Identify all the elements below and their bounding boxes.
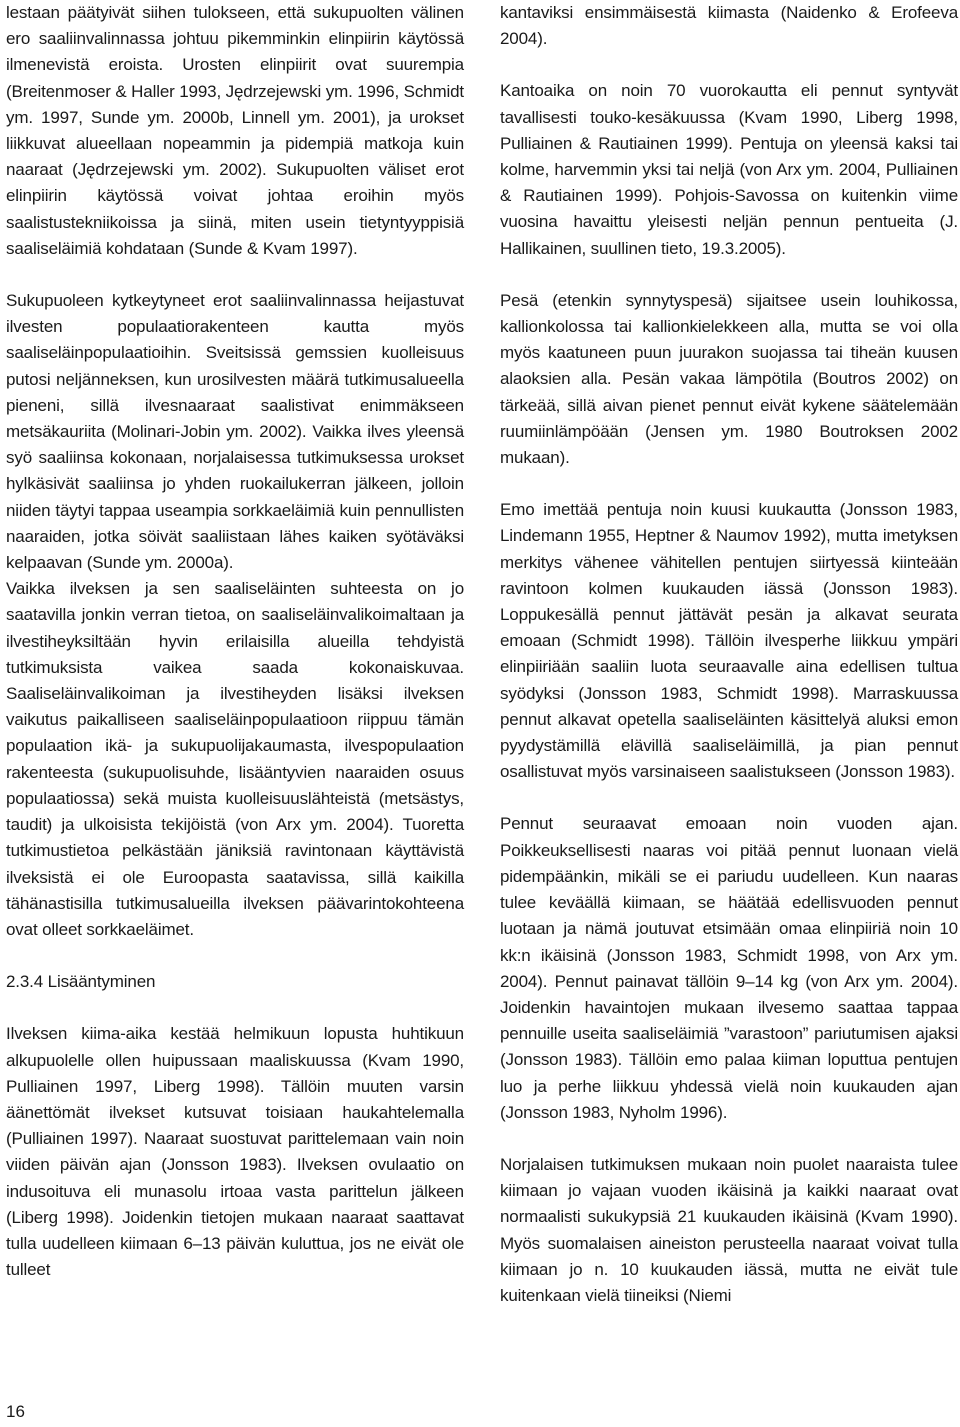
paragraph: Pesä (etenkin synnytyspesä) sijaitsee usein louhikossa, kallionkolossa tai kallionkielekkeen alla, mutta se voi olla myös kaatuneen puun juurakon suojassa tai tiheän kuusen alaoksien alla. Pesän vakaa lämpötila (Boutros 2002) on tärkeää, sillä aivan pienet pennut eivät kykene säätelemään ruumiinlämpöään (Jensen ym. 1980 Boutroksen 2002 mukaan).: [500, 290, 958, 468]
paragraph: Pennut seuraavat emoaan noin vuoden ajan. Poikkeuksellisesti naaras voi pitää pennut luonaan vielä pidempäänkin, mikäli se ei pariudu uudelleen. Kun naaras tulee keväällä kiimaan, se häätää edellisvuoden pennut luotaan ja nämä joutuvat etsimään omaa elinpiiriä noin 10 kk:n ikäisinä (Jonsson 1983, Schmidt 1998, von Arx ym. 2004). Pennut painavat tällöin 9–14 kg (von Arx ym. 2004). Joidenkin havaintojen mukaan ilvesemo saattaa tappaa pennuille useita saaliseläimiä ”varastoon” pariutumisen ajaksi (Jonsson 1983). Tällöin emo palaa kiiman loputtua pentujen luo ja perhe liikkuu yhdessä vielä noin kuukauden ajan (Jonsson 1983, Nyholm 1996).: [500, 814, 958, 1122]
left-column: [6, 0, 464, 1283]
paragraph: Ilveksen kiima-aika kestää helmikuun lopusta huhtikuun alkupuolelle ollen huipussaan maaliskuussa (Kvam 1990, Pulliainen 1997, Liberg 1998). Tällöin muuten varsin äänettömät ilvekset kutsuvat toisiaan haukahtelemalla (Pulliainen 1997). Naaraat suostuvat parittelemaan vain noin viiden päivän ajan (Jonsson 1983). Ilveksen ovulaatio on indusoituva eli munasolu irtoaa vasta parittelun jälkeen (Liberg 1998). Joidenkin tietojen mukaan naaraat saattavat tulla uudelleen kiimaan 6–13 päivän kuluttua, jos ne eivät ole tulleet: [6, 1024, 464, 1280]
paragraph: Emo imettää pentuja noin kuusi kuukautta (Jonsson 1983, Lindemann 1955, Heptner & Naumov 1992), mutta imetyksen merkitys vähenee vähitellen pentujen siirtyessä kiinteään ravintoon kolmen kuukauden iässä (Jonsson 1983). Loppukesällä pennut jättävät pesän ja alkavat seurata emoaan (Schmidt 1998). Tällöin ilvesperhe liikkuu ympäri elinpiiriään saaliin luota seuraavalle aina edellisen tultua syödyksi (Jonsson 1983, Schmidt 1998). Marraskuussa pennut alkavat opetella saaliseläinten käsittelyä aluksi emon pyydystämillä elävillä saaliseläimillä, ja pian pennut osallistuvat myös varsinaiseen saalistukseen (Jonsson 1983).: [500, 500, 958, 782]
paragraph: Vaikka ilveksen ja sen saaliseläinten suhteesta on jo saatavilla jonkin verran tietoa, on saaliseläinvalikoimaltaan ja ilvestiheyksiltään hyvin erilaisilla alueilla tehdyistä tutkimuksista vaikea saada kokonaiskuvaa. Saaliseläinvalikoiman ja ilvestiheyden lisäksi ilveksen vaikutus paikalliseen saaliseläinpopulaatioon riippuu tämän populaation ikä- ja sukupuolijakaumasta, ilvespopulaation rakenteesta (sukupuolisuhde, lisääntyvien naaraiden osuus populaatiossa) sekä muista kuolleisuuslähteistä (metsästys, taudit) ja ulkoisista tekijöistä (von Arx ym. 2004). Tuoretta tutkimustietoa pelkästään jäniksiä ravintonaan käyttävistä ilveksistä ei ole Euroopasta saatavissa, sillä kaikilla tähänastisilla tutkimusalueilla ilveksen päävarintokohteena ovat olleet sorkkaeläimet.: [6, 579, 464, 939]
paragraph: lestaan päätyivät siihen tulokseen, että sukupuolten välinen ero saaliinvalinnassa johtuu pikemminkin elinpiirin käytössä ilmenevistä eroista. Urosten elinpiirit ovat suurempia (Breitenmoser & Haller 1993, Jędrzejewski ym. 1996, Schmidt ym. 1997, Sunde ym. 2000b, Linnell ym. 2001), ja urokset liikkuvat alueellaan nopeammin ja pidempiä matkoja kuin naaraat (Jędrzejewski ym. 2002). Sukupuolten väliset erot elinpiirin käytössä voivat johtaa eroihin myös saalistustekniikoissa ja siinä, miten usein tietyntyyppisiä saaliseläimiä kohdataan (Sunde & Kvam 1997).: [6, 3, 464, 258]
paragraph: Kantoaika on noin 70 vuorokautta eli pennut syntyvät tavallisesti touko-kesäkuussa (Kvam 1990, Liberg 1998, Pulliainen & Rautiainen 1999). Pentuja on yleensä kaksi tai kolme, harvemmin yksi tai neljä (von Arx ym. 2004, Pulliainen & Rautiainen 1999). Pohjois-Savossa on kuitenkin viime vuosina havaittu yleisesti neljän pennun pentueita (J. Hallikainen, suullinen tieto, 19.3.2005).: [500, 81, 958, 258]
section-heading: 2.3.4 Lisääntyminen: [6, 972, 156, 992]
paragraph: Sukupuoleen kytkeytyneet erot saaliinvalinnassa heijastuvat ilvesten populaatiorakenteen kautta myös saaliseläinpopulaatioihin. Sveitsissä gemssien kuolleisuus putosi neljänneksen, kun urosilvesten määrä tutkimusalueella pieneni, sillä ilvesnaaraat saalistivat enimmäkseen metsäkauriita (Molinari-Jobin ym. 2002). Vaikka ilves yleensä syö saaliinsa kokonaan, norjalaisessa tutkimuksessa urokset hylkäsivät saaliinsa jo yhden ruokailukerran jälkeen, jolloin niiden täytyi tappaa useampia sorkkaeläimiä kuin pennullisten naaraiden, jotka söivät saaliistaan lähes kaiken syötäväksi kelpaavan (Sunde ym. 2000a).: [6, 291, 464, 573]
page-number: 16: [6, 1402, 25, 1421]
paragraph: Norjalaisen tutkimuksen mukaan noin puolet naaraista tulee kiimaan jo vajaan vuoden ikäisinä ja kaikki naaraat ovat normaalisti sukukypsiä 21 kuukauden ikäisinä (Kvam 1990). Myös suomalaisen aineiston perusteella naaraat voivat tulla kiimaan jo n. 10 kuukauden iässä, mutta ne eivät tule kuitenkaan vielä tiineiksi (Niemi: [500, 1154, 958, 1305]
paragraph: kantaviksi ensimmäisestä kiimasta (Naidenko & Erofeeva 2004).: [500, 3, 958, 49]
right-column: [500, 0, 958, 1309]
